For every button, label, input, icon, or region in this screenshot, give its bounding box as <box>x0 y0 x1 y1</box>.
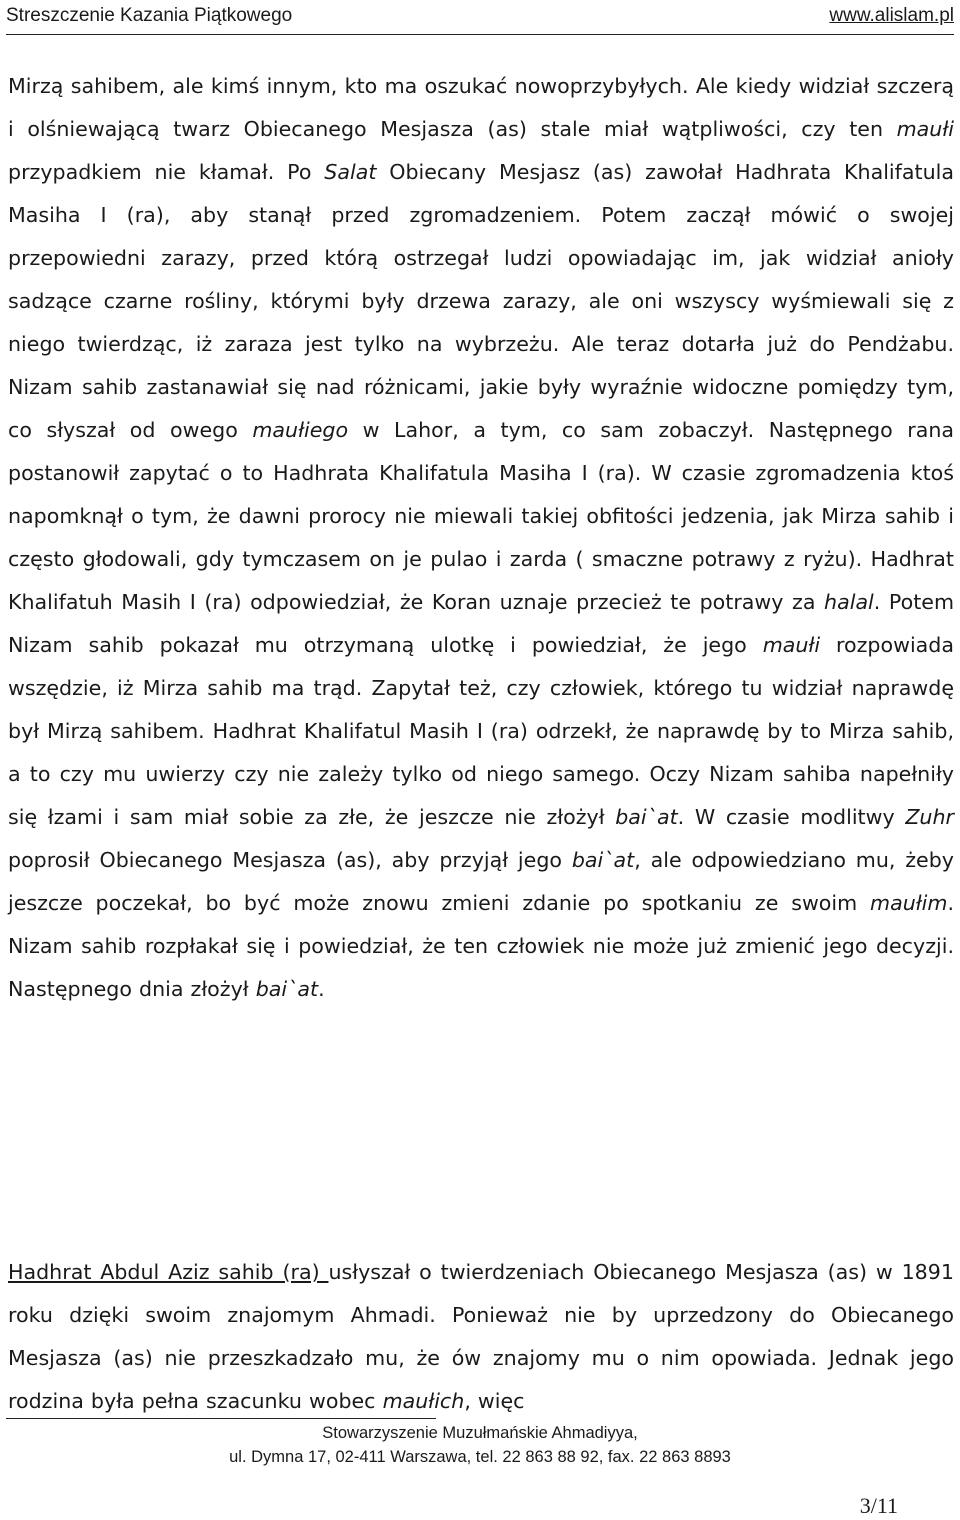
italic-term: bai`at <box>255 977 319 1001</box>
footer-divider <box>6 1418 436 1419</box>
text-run: usłyszał o twierdzeniach Obiecanego Mesjasza (as) w 1891 roku dzięki swoim znajomym Ahmadi. Ponieważ nie by uprzedzony do Obiecanego Mesjasza (as) nie przeszkadzało mu, że ów znajomy mu o nim opowiada. Jednak jego rodzina była pełna szacunku wobec <box>8 1260 954 1413</box>
page-number: 3/11 <box>859 1493 898 1518</box>
footer-organization: Stowarzyszenie Muzułmańskie Ahmadiyya, <box>322 1424 638 1442</box>
text-run: . <box>318 977 325 1001</box>
footer-address: ul. Dymna 17, 02-411 Warszawa, tel. 22 863 88 92, fax. 22 863 8893 <box>229 1448 731 1466</box>
italic-term: Salat <box>324 160 377 184</box>
italic-term: maułi <box>896 117 954 141</box>
body-paragraph-2 <box>8 1251 954 1423</box>
italic-term: halal <box>824 590 874 614</box>
page-footer <box>0 1421 960 1469</box>
text-run: Mirzą sahibem, ale kimś innym, kto ma oszukać nowoprzybyłych. Ale kiedy widział szczerą i olśniewającą twarz Obiecanego Mesjasza (as) stale miał wątpliwości, czy ten <box>8 74 954 141</box>
italic-term: Zuhr <box>905 805 954 829</box>
text-run: , ale odpowiedziano mu, żeby jeszcze poczekał, bo być może znowu zmieni zdanie po spotkaniu ze swoim <box>8 848 954 915</box>
text-run: rozpowiada wszędzie, iż Mirza sahib ma trąd. Zapytał też, czy człowiek, którego tu widział naprawdę był Mirzą sahibem. Hadhrat Khalifatul Masih I (ra) odrzekł, że naprawdę by to Mirza sahib, a to czy mu uwierzy czy nie zależy tylko od niego samego. Oczy Nizam sahiba napełniły się łzami i sam miał sobie za złe, że jeszcze nie złożył <box>8 633 954 829</box>
text-run: przypadkiem nie kłamał. Po <box>8 160 325 184</box>
site-link[interactable]: www.alislam.pl <box>829 5 954 26</box>
italic-term: maułich <box>382 1389 465 1413</box>
italic-term: bai`at <box>615 805 678 829</box>
text-run: poprosił Obiecanego Mesjasza (as), aby przyjął jego <box>8 848 572 872</box>
italic-term: maułim <box>870 891 948 915</box>
page-header <box>6 0 954 35</box>
text-run: Obiecany Mesjasz (as) zawołał Hadhrata Khalifatula Masiha I (ra), aby stanął przed zgromadzeniem. Potem zaczął mówić o swojej przepowiedni zarazy, przed którą ostrzegał ludzi opowiadając im, jak widział anioły sadzące czarne rośliny, którymi były drzewa zarazy, ale oni wszyscy wyśmiewali się z niego twierdząc, iż zaraza jest tylko na wybrzeżu. Ale teraz dotarła już do Pendżabu. Nizam sahib zastanawiał się nad różnicami, jakie były wyraźnie widoczne pomiędzy tym, co słyszał od owego <box>8 160 954 442</box>
underlined-name: Hadhrat Abdul Aziz sahib (ra) <box>8 1260 329 1284</box>
text-run: . Potem Nizam sahib pokazał mu otrzymaną ulotkę i powiedział, że jego <box>8 590 955 657</box>
body-paragraph-1 <box>8 65 954 1011</box>
italic-term: bai`at <box>571 848 635 872</box>
text-run: . Nizam sahib rozpłakał się i powiedział, że ten człowiek nie może już zmienić jego decyzji. Następnego dnia złożył <box>8 891 954 1001</box>
text-run: . W czasie modlitwy <box>677 805 906 829</box>
document-title: Streszczenie Kazania Piątkowego <box>6 5 293 26</box>
italic-term: maułi <box>762 633 821 657</box>
text-run: w Lahor, a tym, co sam zobaczył. Następnego rana postanowił zapytać o to Hadhrata Khalifatula Masiha I (ra). W czasie zgromadzenia ktoś napomknął o tym, że dawni prorocy nie miewali takiej obfitości jedzenia, jak Mirza sahib i często głodowali, gdy tymczasem on je pulao i zarda ( smaczne potrawy z ryżu). Hadhrat Khalifatuh Masih I (ra) odpowiedział, że Koran uznaje przecież te potrawy za <box>8 418 954 614</box>
text-run: , więc <box>464 1389 525 1413</box>
italic-term: maułiego <box>252 418 349 442</box>
